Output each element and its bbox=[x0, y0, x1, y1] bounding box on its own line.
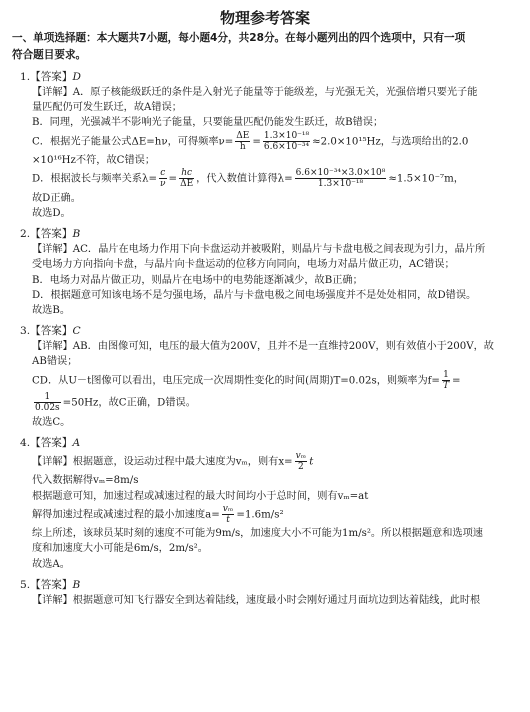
fraction: $\frac{1}{T}$ bbox=[442, 369, 449, 391]
q2-line-2: 受电场力方向指向卡盘，与晶片向卡盘运动的位移方向同向，电场力对晶片做正功，AC错误； bbox=[32, 259, 455, 271]
question-2-answer: 2.【答案】B bbox=[20, 228, 81, 241]
fraction: $\frac{hc}{\Delta E}$ bbox=[180, 168, 194, 190]
q4-line-3: 根据题意可知，加速过程或减速过程的最大时间均小于总时间，则有vₘ=at bbox=[32, 490, 369, 502]
q2-line-3: B．电场力对晶片做正功，则晶片在电场中的电势能逐渐减少，故B正确； bbox=[32, 274, 363, 286]
q3-line-4: $\frac{1}{0.02s}$ =50Hz，故C正确，D错误。 bbox=[35, 392, 196, 414]
q3-line-2: AB错误； bbox=[32, 356, 78, 368]
q1-line-2: 量匹配仍可发生跃迁，故A错误； bbox=[32, 102, 182, 114]
q1-line-6: D．根据波长与频率关系λ= $\frac{c}{\nu}$ = $\frac{hc}{\Delta E}$ ，代入数值计算得λ= $\frac{\text{6.6×10⁻³⁴×3.0×10⁸}}{\text{1.3×10⁻¹⁸}}$ ≈1.5×10⁻⁷m， bbox=[32, 168, 464, 190]
question-4-answer: 4.【答案】A bbox=[20, 436, 81, 449]
q4-line-5: 综上所述，该球员某时刻的速度不可能为9m/s，加速度大小不可能为1m/s²。所以根据题意和选项速 bbox=[32, 528, 483, 540]
fraction: $\frac{1}{0.02s}$ bbox=[35, 392, 60, 414]
fraction: $\frac{\text{vₘ}}{2}$ bbox=[295, 450, 307, 472]
question-2 bbox=[20, 226, 516, 318]
fraction: $\frac{c}{\nu}$ bbox=[160, 168, 166, 190]
fraction: $\frac{\Delta E}{h}$ bbox=[236, 130, 250, 152]
question-3 bbox=[20, 323, 516, 430]
q4-line-4: 解得加速过程或减速过程的最小加速度a= $\frac{\text{vₘ}}{t}$ =1.6m/s² bbox=[32, 503, 284, 525]
question-1-answer: 1.【答案】D bbox=[20, 71, 81, 83]
q2-line-1: 【详解】AC．晶片在电场力作用下向卡盘运动并被吸附，则晶片与卡盘电极之间表现为引力，晶片所 bbox=[32, 244, 486, 256]
q3-line-1: 【详解】AB．由图像可知，电压的最大值为200V，且并不是一直维持200V，则有效值小于200V，故 bbox=[32, 341, 494, 353]
q4-line-6: 度和加速度大小可能是6m/s，2m/s²。 bbox=[32, 543, 208, 555]
section-heading-line-2: 符合题目要求。 bbox=[12, 49, 87, 61]
section-heading bbox=[12, 30, 520, 64]
q4-line-1: 【详解】根据题意，设运动过程中最大速度为vₘ，则有x= $\frac{\text{vₘ}}{2}$ t bbox=[32, 450, 314, 472]
q1-line-4: C．根据光子能量公式ΔE=hν，可得频率ν= $\frac{\Delta E}{h}$ = $\frac{\text{1.3×10⁻¹⁸}}{\text{6.6×10⁻³⁴}}$ ≈2.0×10¹⁵Hz，与选项给出的2.0 bbox=[32, 130, 469, 152]
question-5 bbox=[20, 577, 516, 608]
q5-line-1: 【详解】根据题意可知飞行器安全到达着陆线，速度最小时会刚好通过月面坑边到达着陆线，此时根 bbox=[32, 594, 481, 606]
q1-line-5: ×10¹⁶Hz不符，故C错误； bbox=[32, 155, 156, 167]
q4-line-2: 代入数据解得vₘ=8m/s bbox=[32, 475, 139, 487]
fraction: $\frac{\text{1.3×10⁻¹⁸}}{\text{6.6×10⁻³⁴}}$ bbox=[263, 130, 310, 152]
fraction: $\frac{\text{vₘ}}{t}$ bbox=[222, 503, 234, 525]
q3-line-3: CD．从U－t图像可以看出，电压完成一次周期性变化的时间(周期)T=0.02s，则频率为f= $\frac{1}{T}$ = bbox=[32, 369, 461, 391]
question-1 bbox=[20, 69, 516, 221]
q4-line-7: 故选A。 bbox=[32, 558, 70, 570]
question-5-answer: 5.【答案】B bbox=[20, 578, 81, 591]
q1-line-8: 故选D。 bbox=[32, 208, 71, 220]
page-title: 物理参考答案 bbox=[219, 9, 310, 27]
question-3-answer: 3.【答案】C bbox=[20, 325, 81, 338]
fraction: $\frac{\text{6.6×10⁻³⁴×3.0×10⁸}}{\text{1.3×10⁻¹⁸}}$ bbox=[295, 168, 386, 190]
q1-line-1: 【详解】A．原子核能级跃迁的条件是入射光子能量等于能级差，与光强无关，光强倍增只要光子能 bbox=[32, 87, 478, 98]
section-heading-text: 一、单项选择题：本大题共7小题，每小题4分，共28分。在每小题列出的四个选项中，只有一项 符合题目要求。 bbox=[12, 32, 466, 61]
q2-line-5: 故选B。 bbox=[32, 305, 71, 317]
q1-line-7: 故D正确。 bbox=[32, 192, 81, 204]
q2-line-4: D．根据题意可知该电场不是匀强电场，晶片与卡盘电极之间电场强度并不是处处相同，故D错误。 bbox=[32, 289, 477, 301]
q1-line-3: B．同理，光强减半不影响光子能量，只要能量匹配仍能发生跃迁，故B错误； bbox=[32, 117, 384, 129]
q3-line-5: 故选C。 bbox=[32, 416, 71, 428]
question-4 bbox=[20, 435, 516, 572]
